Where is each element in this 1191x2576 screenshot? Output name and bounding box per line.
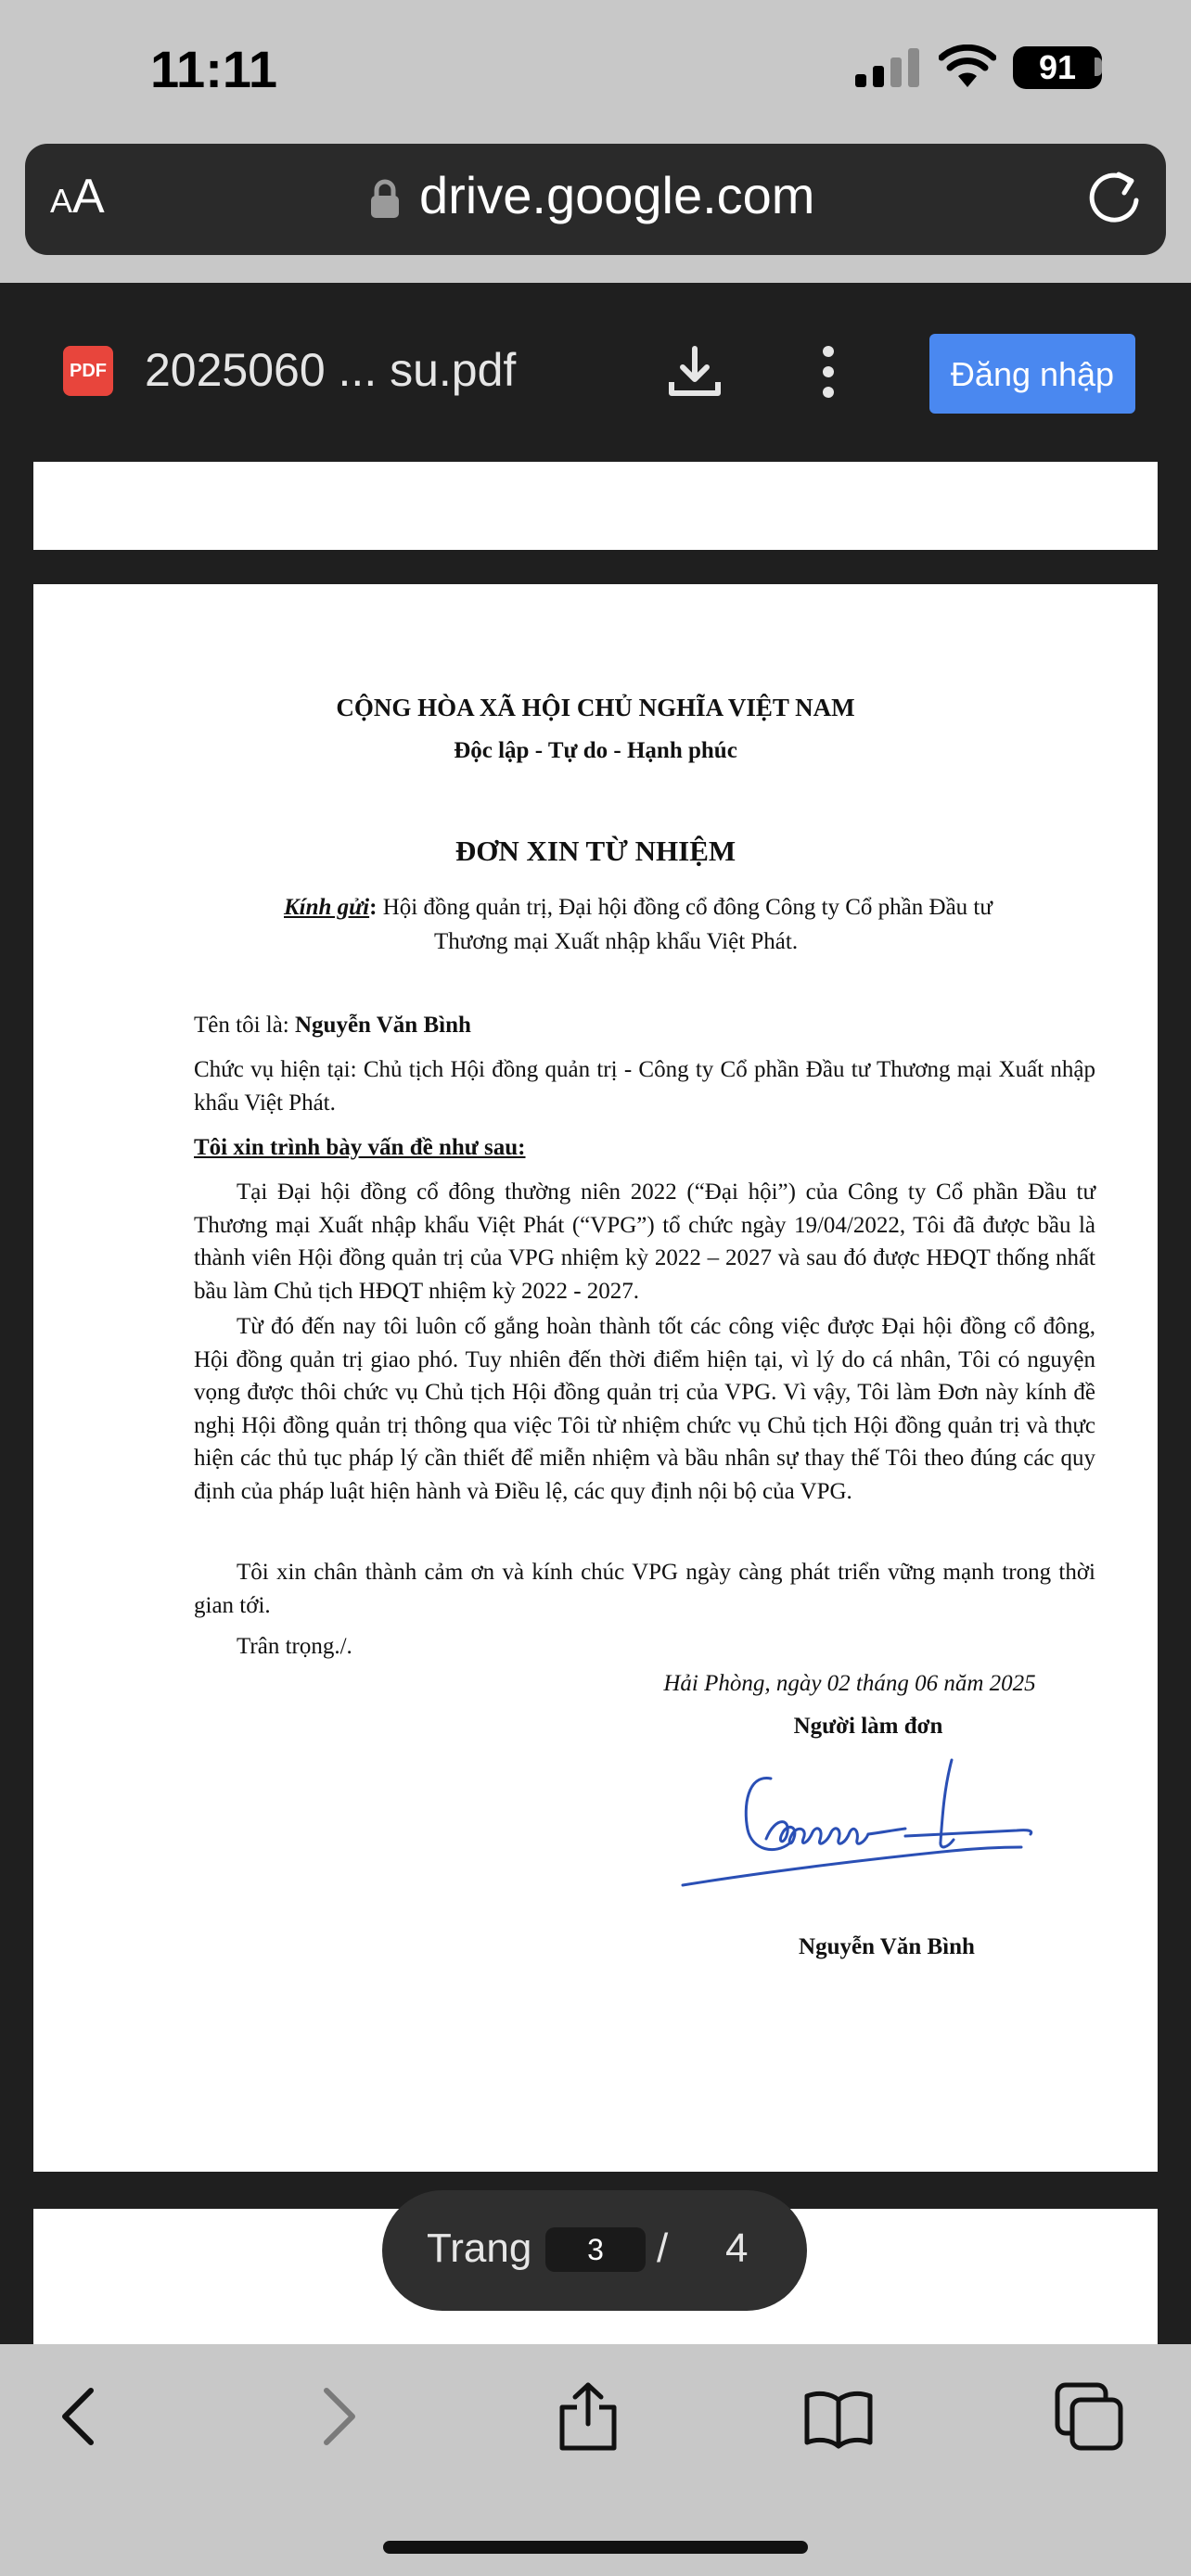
paragraph-3: Tôi xin chân thành cảm ơn và kính chúc VPG ngày càng phát triển vững mạnh trong thời gian tới. bbox=[194, 1560, 1095, 1618]
recipient-block: Kính gửi: Hội đồng quản trị, Đại hội đồng cổ đông Công ty Cổ phần Đầu tư Thương mại Xuất nhập khẩu Việt Phát. bbox=[284, 890, 1082, 959]
download-icon[interactable] bbox=[666, 343, 724, 401]
date-line: Hải Phòng, ngày 02 tháng 06 năm 2025 bbox=[663, 1671, 1036, 1696]
recipient-line-1: Hội đồng quản trị, Đại hội đồng cổ đông Công ty Cổ phần Đầu tư bbox=[382, 895, 992, 920]
battery-level: 91 bbox=[1013, 46, 1102, 89]
paragraph-1: Tại Đại hội đồng cổ đông thường niên 2022 (“Đại hội”) của Công ty Cổ phần Đầu tư Thương mại Xuất nhập khẩu Việt Phát (“VPG”) tổ chức ngày 19/04/2022, Tôi đã được bầu là thành viên Hội đồng quản trị của VPG nhiệm kỳ 2022 – 2027 và sau đó được HĐQT thống nhất bầu làm Chủ tịch HĐQT nhiệm kỳ 2022 - 2027. bbox=[194, 1180, 1095, 1304]
home-indicator bbox=[383, 2541, 808, 2554]
pdf-page-previous bbox=[33, 462, 1158, 550]
wifi-icon bbox=[939, 45, 996, 89]
recipient-label: Kính gửi bbox=[284, 895, 370, 920]
bookmarks-icon[interactable] bbox=[803, 2381, 874, 2452]
page-total: 4 bbox=[725, 2225, 749, 2271]
page-number-input[interactable] bbox=[545, 2227, 646, 2272]
name-label: Tên tôi là: bbox=[194, 1013, 289, 1038]
name-line bbox=[194, 1009, 1095, 1042]
signer-title: Người làm đơn bbox=[793, 1714, 943, 1739]
pdf-file-icon: PDF bbox=[63, 346, 113, 396]
sign-in-button[interactable]: Đăng nhập bbox=[929, 334, 1135, 414]
status-time: 11:11 bbox=[150, 40, 278, 98]
tabs-icon[interactable] bbox=[1054, 2381, 1124, 2452]
national-title: CỘNG HÒA XÃ HỘI CHỦ NGHĨA VIỆT NAM bbox=[336, 694, 855, 721]
page-label: Trang bbox=[427, 2225, 532, 2271]
url-domain[interactable]: drive.google.com bbox=[419, 166, 815, 224]
position-line: Chức vụ hiện tại: Chủ tịch Hội đồng quản trị - Công ty Cổ phần Đầu tư Thương mại Xuất nhập khẩu Việt Phát. bbox=[194, 1057, 1095, 1116]
document-title: ĐƠN XIN TỪ NHIỆM bbox=[455, 835, 736, 867]
lock-icon bbox=[369, 178, 401, 219]
file-name: 2025060 ... su.pdf bbox=[145, 344, 517, 396]
cellular-signal-icon bbox=[855, 48, 922, 87]
document-content bbox=[33, 584, 1158, 2172]
more-options-icon[interactable] bbox=[814, 343, 842, 401]
paragraph-2: Từ đó đến nay tôi luôn cố gắng hoàn thành tốt các công việc được Đại hội đồng cổ đông, Hội đồng quản trị giao phó. Tuy nhiên đến thời điểm hiện tại, vì lý do cá nhân, Tôi có nguyện vọng được thôi chức vụ Chủ tịch Hội đồng quản trị của VPG. Vì vậy, Tôi làm Đơn này kính đề nghị Hội đồng quản trị thông qua việc Tôi từ nhiệm chức vụ Chủ tịch Hội đồng quản trị và thực hiện các thủ tục pháp lý cần thiết để miễn nhiệm và bầu nhân sự thay thế Tôi theo đúng các quy định của pháp luật hiện hành và Điều lệ, các quy định nội bộ của VPG. bbox=[194, 1314, 1095, 1504]
handwritten-signature bbox=[673, 1751, 1072, 1918]
recipient-line-2: Thương mại Xuất nhập khẩu Việt Phát. bbox=[434, 929, 799, 954]
share-icon[interactable] bbox=[553, 2381, 623, 2452]
section-heading: Tôi xin trình bày vấn đề như sau: bbox=[194, 1135, 526, 1160]
reload-icon[interactable] bbox=[1083, 167, 1145, 228]
applicant-name: Nguyễn Văn Bình bbox=[295, 1013, 471, 1038]
back-icon[interactable] bbox=[45, 2381, 115, 2452]
signer-name: Nguyễn Văn Bình bbox=[799, 1934, 975, 1959]
pdf-page-current bbox=[33, 584, 1158, 2172]
national-motto: Độc lập - Tự do - Hạnh phúc bbox=[454, 738, 737, 763]
text-size-button[interactable]: AA bbox=[50, 170, 105, 223]
closing-line: Trân trọng./. bbox=[237, 1634, 352, 1659]
battery-tip bbox=[1095, 57, 1102, 76]
forward-icon[interactable] bbox=[302, 2381, 373, 2452]
page-separator: / bbox=[657, 2225, 669, 2271]
